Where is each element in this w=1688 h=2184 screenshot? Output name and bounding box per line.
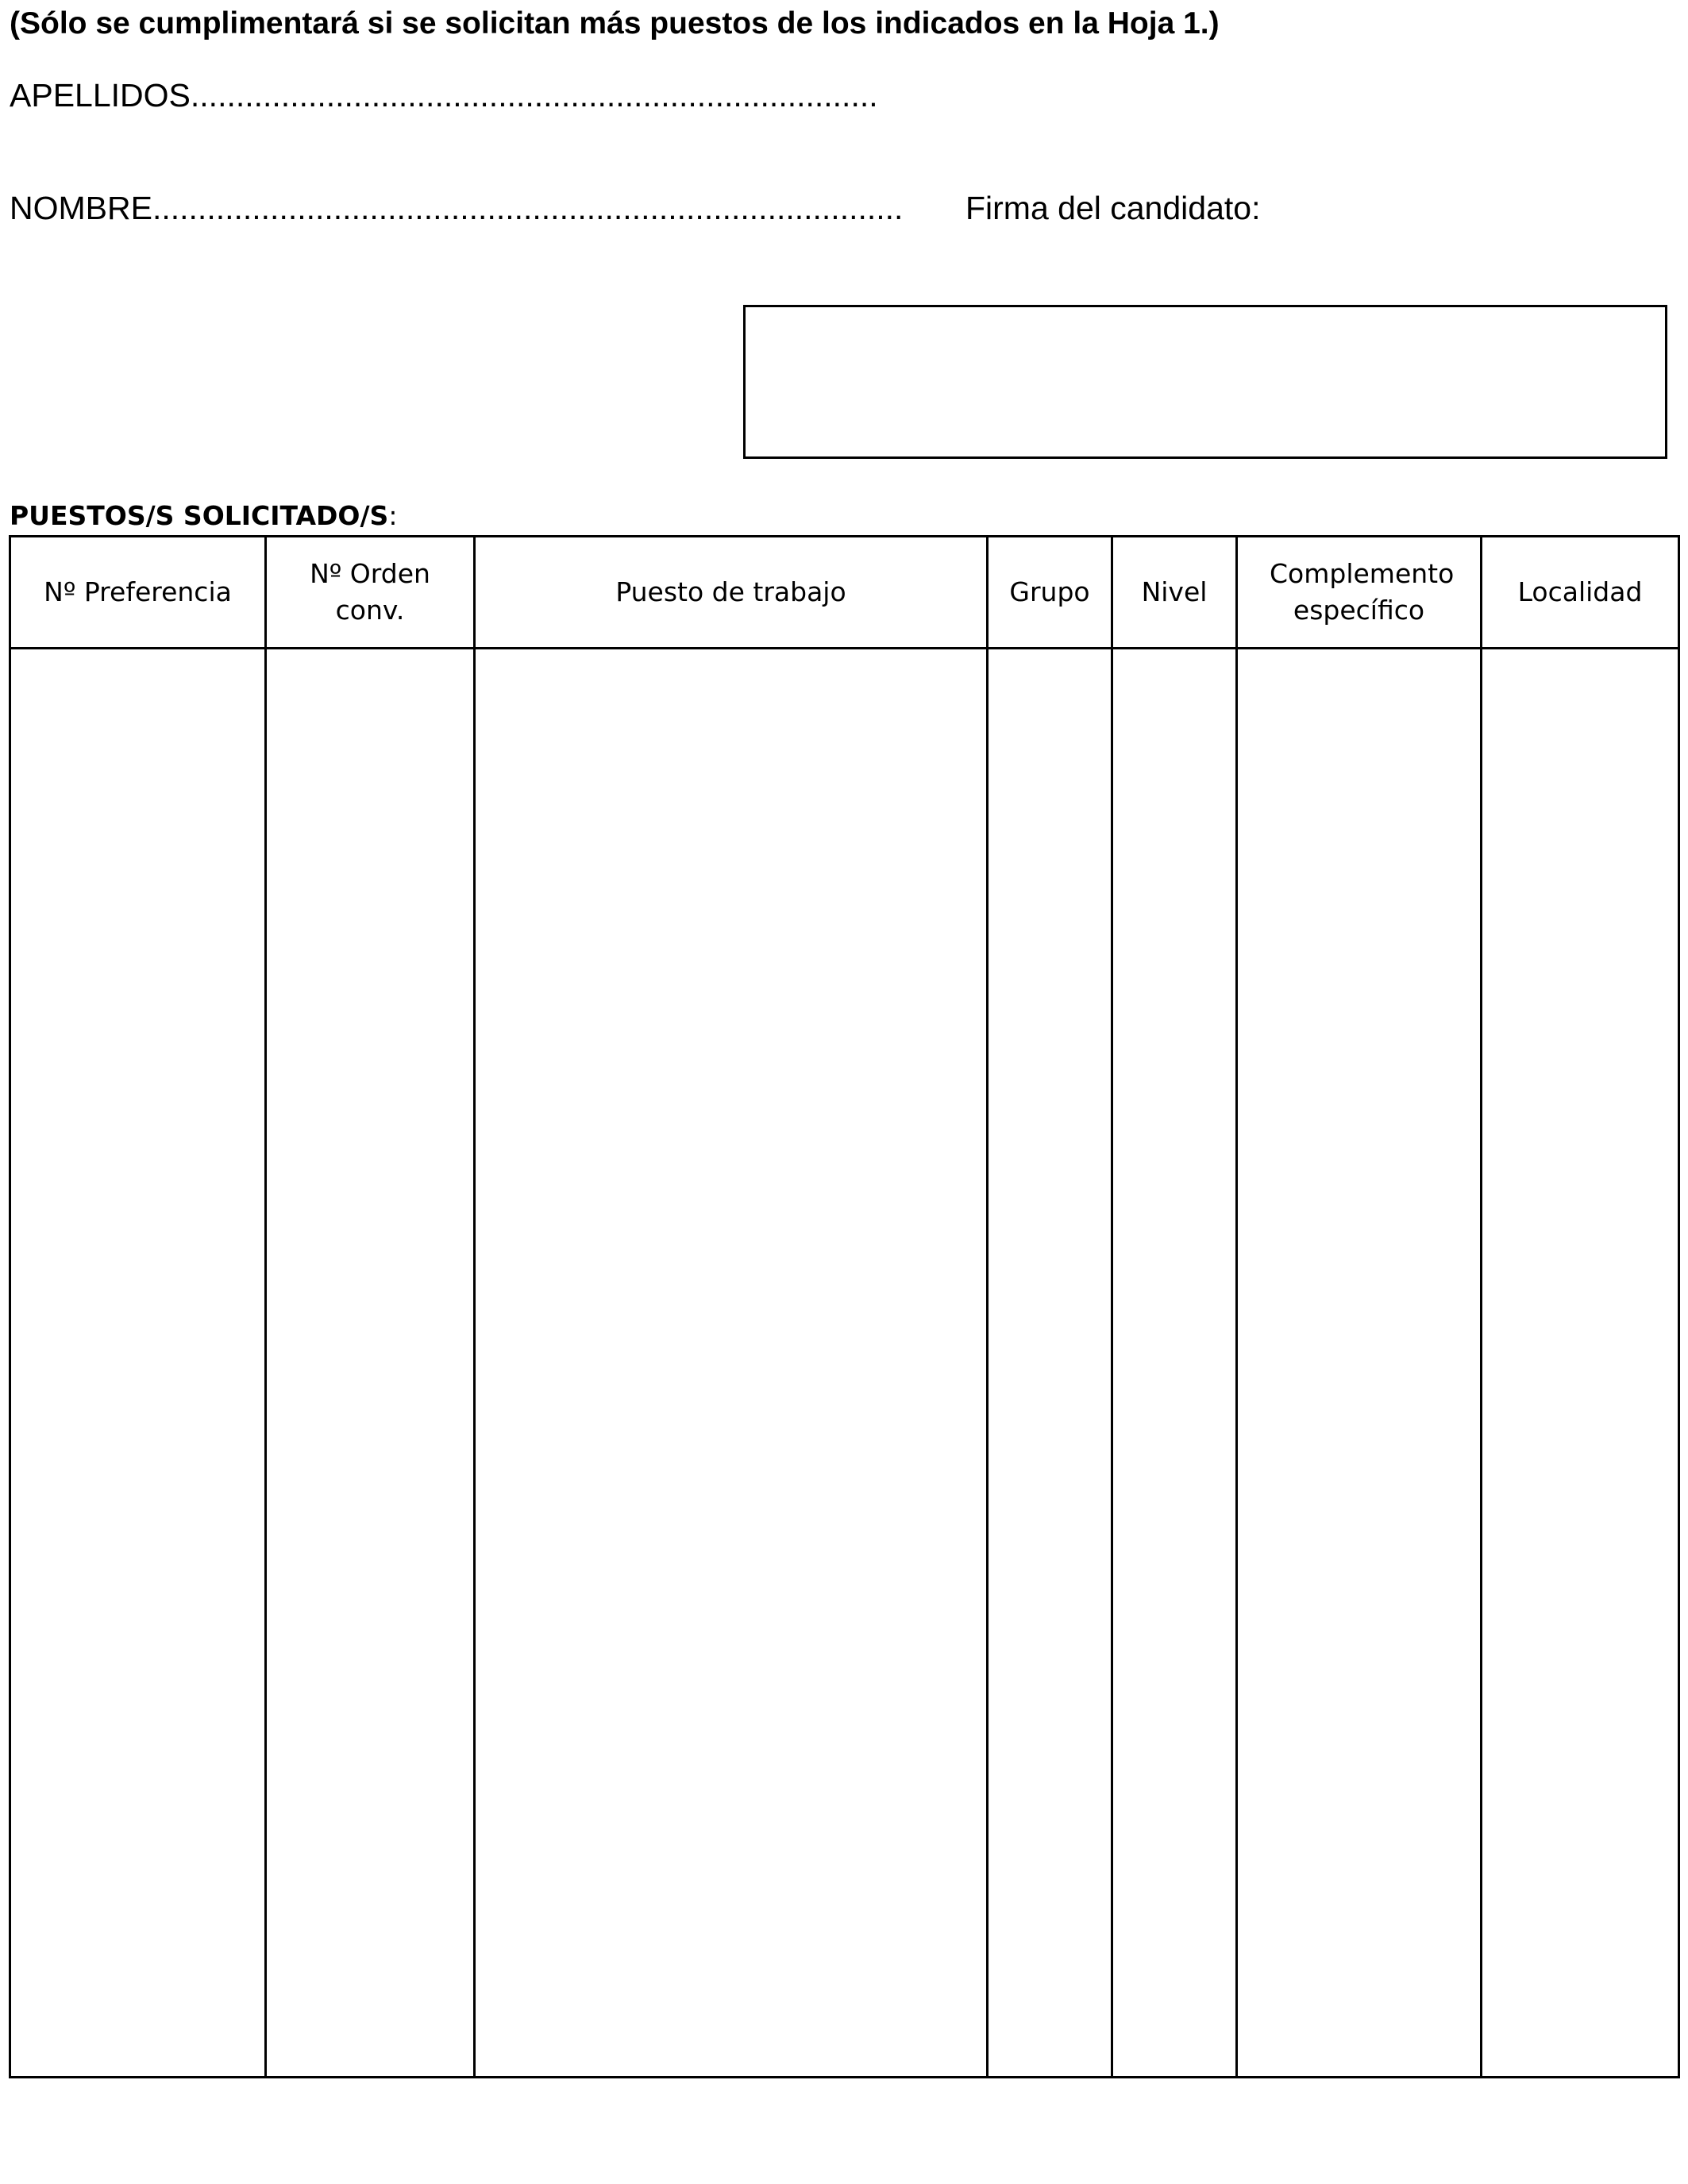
cell-complemento[interactable] bbox=[1237, 649, 1482, 2078]
table-header-row bbox=[10, 537, 1679, 649]
column-header-nivel: Nivel bbox=[1112, 537, 1237, 649]
apellidos-label: APELLIDOS bbox=[10, 77, 191, 114]
apellidos-field[interactable] bbox=[10, 75, 878, 116]
cell-orden[interactable] bbox=[266, 649, 475, 2078]
signature-box[interactable] bbox=[743, 305, 1667, 459]
form-heading: (Sólo se cumplimentará si se solicitan más puestos de los indicados en la Hoja 1.) bbox=[10, 6, 1220, 40]
column-header-grupo: Grupo bbox=[988, 537, 1112, 649]
column-header-puesto: Puesto de trabajo bbox=[475, 537, 988, 649]
puestos-table bbox=[9, 535, 1680, 2078]
cell-puesto[interactable] bbox=[475, 649, 988, 2078]
column-header-preferencia: Nº Preferencia bbox=[10, 537, 266, 649]
apellidos-dotted-line: ............................................................................ bbox=[190, 77, 878, 114]
nombre-field[interactable] bbox=[10, 187, 903, 229]
section-label-colon: : bbox=[388, 500, 398, 531]
nombre-dotted-line: ................................................................................... bbox=[152, 190, 904, 226]
section-label bbox=[10, 499, 397, 533]
firma-label: Firma del candidato: bbox=[965, 190, 1261, 226]
table-row bbox=[10, 649, 1679, 2078]
section-label-text: PUESTOS/S SOLICITADO/S bbox=[10, 500, 389, 531]
column-header-localidad: Localidad bbox=[1482, 537, 1679, 649]
cell-grupo[interactable] bbox=[988, 649, 1112, 2078]
cell-nivel[interactable] bbox=[1112, 649, 1237, 2078]
cell-localidad[interactable] bbox=[1482, 649, 1679, 2078]
column-header-complemento: Complemento específico bbox=[1237, 537, 1482, 649]
cell-preferencia[interactable] bbox=[10, 649, 266, 2078]
column-header-orden: Nº Orden conv. bbox=[266, 537, 475, 649]
nombre-label: NOMBRE bbox=[10, 190, 152, 226]
